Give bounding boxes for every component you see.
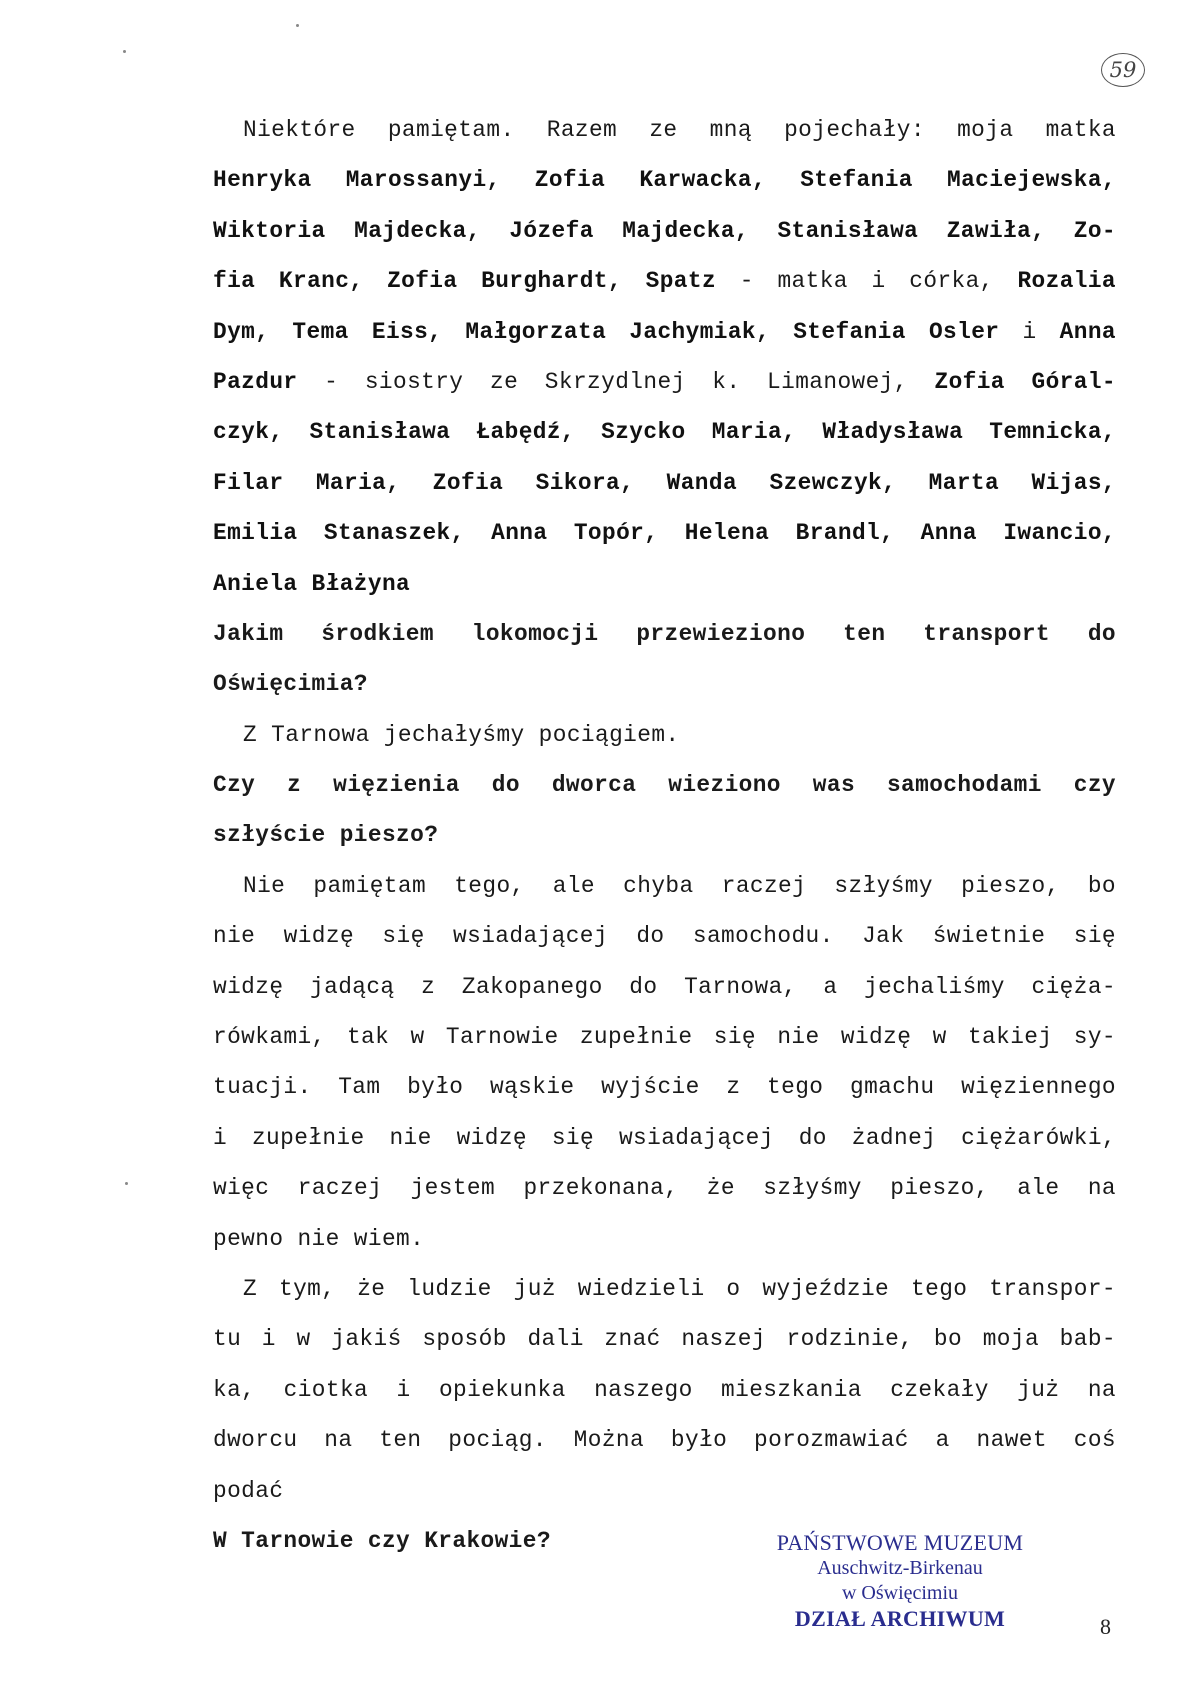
- transcript-line: [213, 710, 1116, 760]
- transcript-line: [213, 1466, 1116, 1516]
- stamp-institution: PAŃSTWOWE MUZEUM: [776, 1530, 1024, 1555]
- transcript-line: [213, 911, 1116, 961]
- name-segment: Aniela Błażyna: [213, 570, 411, 597]
- transcript-line: [213, 1264, 1116, 1314]
- transcript-line: [213, 1415, 1116, 1465]
- handwritten-page-number: 59: [1101, 53, 1145, 87]
- name-segment: Henryka Marossanyi, Zofia Karwacka, Stefania Maciejewska,: [213, 167, 1116, 194]
- transcript-line: [213, 1314, 1116, 1364]
- text-segment: W Tarnowie czy Krakowie?: [213, 1527, 551, 1554]
- text-segment: i: [999, 318, 1060, 345]
- text-segment: Oświęcimia?: [213, 671, 368, 698]
- scan-speck: [296, 24, 299, 27]
- text-segment: Z tym, że ludzie już wiedzieli o wyjeździe tego transpor-: [243, 1275, 1116, 1302]
- transcript-line: [213, 1113, 1116, 1163]
- text-segment: Jakim środkiem lokomocji przewieziono ten transport do: [213, 620, 1116, 647]
- text-segment: tuacji. Tam było wąskie wyjście z tego gmachu więziennego: [213, 1074, 1116, 1101]
- transcript-line: [213, 861, 1116, 911]
- transcript-line: [213, 508, 1116, 558]
- name-segment: Wiktoria Majdecka, Józefa Majdecka, Stanisława Zawiła, Zo-: [213, 217, 1116, 244]
- text-segment: szłyście pieszo?: [213, 822, 439, 849]
- text-segment: - matka i córka,: [716, 268, 1018, 295]
- text-segment: Z Tarnowa jechałyśmy pociągiem.: [243, 721, 680, 748]
- interviewer-question-line: [213, 659, 1116, 709]
- transcript-line: [213, 1163, 1116, 1213]
- transcript-line: [213, 407, 1116, 457]
- name-segment: Dym, Tema Eiss, Małgorzata Jachymiak, Stefania Osler: [213, 318, 1000, 345]
- transcript-line: [213, 307, 1116, 357]
- transcript-line: [213, 1365, 1116, 1415]
- text-segment: dworcu na ten pociąg. Można było porozmawiać a nawet coś: [213, 1427, 1116, 1454]
- name-segment: czyk, Stanisława Łabędź, Szycko Maria, Władysława Temnicka,: [213, 419, 1116, 446]
- page-number: 8: [1100, 1614, 1111, 1639]
- transcript-line: [213, 1012, 1116, 1062]
- transcript-line: [213, 458, 1116, 508]
- name-segment: Filar Maria, Zofia Sikora, Wanda Szewczyk, Marta Wijas,: [213, 469, 1116, 496]
- name-segment: Anna: [1059, 318, 1116, 345]
- transcript-line: [213, 256, 1116, 306]
- text-segment: i zupełnie nie widzę się wsiadającej do żadnej ciężarówki,: [213, 1124, 1116, 1151]
- name-segment: fia Kranc, Zofia Burghardt, Spatz: [213, 268, 717, 295]
- text-segment: nie widzę się wsiadającej do samochodu. Jak świetnie się: [213, 923, 1116, 950]
- archive-stamp: [740, 1530, 1060, 1632]
- stamp-department: DZIAŁ ARCHIWUM: [794, 1606, 1006, 1631]
- text-segment: rówkami, tak w Tarnowie zupełnie się nie widzę w takiej sy-: [213, 1024, 1116, 1051]
- text-segment: widzę jadącą z Zakopanego do Tarnowa, a jechaliśmy cięża-: [213, 973, 1116, 1000]
- scan-speck: [125, 1182, 128, 1185]
- transcript-line: [213, 559, 1116, 609]
- text-segment: Czy z więzienia do dworca wieziono was samochodami czy: [213, 772, 1116, 799]
- text-segment: podać: [213, 1477, 284, 1504]
- transcript-line: [213, 962, 1116, 1012]
- text-segment: tu i w jakiś sposób dali znać naszej rodzinie, bo moja bab-: [213, 1326, 1116, 1353]
- name-segment: Pazdur: [213, 368, 298, 395]
- interviewer-question-line: [213, 609, 1116, 659]
- scan-speck: [123, 50, 126, 53]
- text-segment: - siostry ze Skrzydlnej k. Limanowej,: [297, 368, 935, 395]
- transcript-line: [213, 1214, 1116, 1264]
- stamp-museum-name: Auschwitz-Birkenau: [817, 1557, 983, 1579]
- interviewer-question-line: [213, 760, 1116, 810]
- name-segment: Zofia Góral-: [934, 368, 1116, 395]
- transcript-line: [213, 105, 1116, 155]
- transcript-line: [213, 1062, 1116, 1112]
- name-segment: Rozalia: [1017, 268, 1117, 295]
- text-segment: więc raczej jestem przekonana, że szłyśmy pieszo, ale na: [213, 1175, 1116, 1202]
- text-segment: ka, ciotka i opiekunka naszego mieszkania czekały już na: [213, 1376, 1116, 1403]
- transcript-line: [213, 357, 1116, 407]
- stamp-location: w Oświęcimiu: [841, 1582, 959, 1604]
- interviewer-question-line: [213, 810, 1116, 860]
- text-segment: Nie pamiętam tego, ale chyba raczej szłyśmy pieszo, bo: [243, 872, 1116, 899]
- transcript-line: [213, 206, 1116, 256]
- text-segment: Niektóre pamiętam. Razem ze mną pojechały: moja matka: [243, 117, 1116, 143]
- transcript-line: [213, 155, 1116, 205]
- interview-transcript: [213, 105, 1116, 1566]
- name-segment: Emilia Stanaszek, Anna Topór, Helena Brandl, Anna Iwancio,: [213, 520, 1116, 547]
- text-segment: pewno nie wiem.: [213, 1225, 425, 1252]
